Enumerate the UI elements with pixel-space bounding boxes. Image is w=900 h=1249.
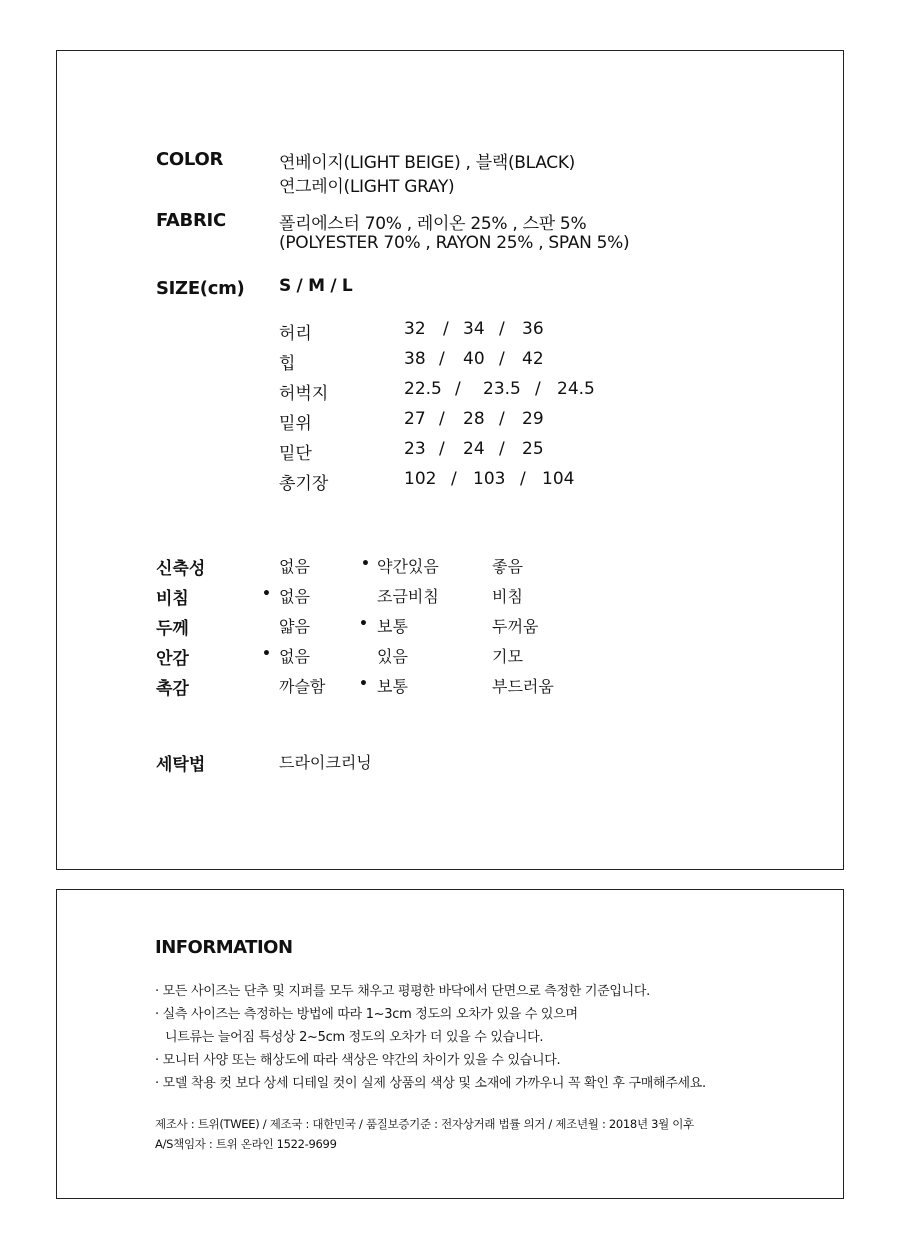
size-row-name: 총기장 — [279, 474, 329, 494]
size-row-name: 힙 — [279, 354, 296, 374]
attr-label-texture: 촉감 — [156, 679, 189, 699]
size-separator: / — [499, 439, 505, 459]
size-separator: / — [535, 379, 541, 399]
size-separator: / — [499, 349, 505, 369]
size-separator: / — [451, 469, 457, 489]
wash-value: 드라이크리닝 — [279, 753, 372, 772]
attr-option: 있음 — [377, 647, 408, 666]
selected-dot-icon: • — [262, 586, 271, 602]
size-value-l: 29 — [522, 409, 544, 429]
size-value-s: 32 — [404, 319, 426, 339]
size-value-l: 42 — [522, 349, 544, 369]
size-value-m: 34 — [463, 319, 485, 339]
size-value-m: 23.5 — [483, 379, 521, 399]
selected-dot-icon: • — [359, 616, 368, 632]
color-label: COLOR — [156, 149, 224, 170]
attr-option: 두꺼움 — [492, 617, 539, 636]
size-options: S / M / L — [279, 276, 353, 296]
size-value-s: 27 — [404, 409, 426, 429]
attr-option: 없음 — [279, 557, 310, 576]
info-note: 니트류는 늘어짐 특성상 2~5cm 정도의 오차가 더 있을 수 있습니다. — [165, 1030, 544, 1045]
info-note: · 모니터 사양 또는 해상도에 따라 색상은 약간의 차이가 있을 수 있습니다. — [155, 1053, 561, 1068]
color-value-line1: 연베이지(LIGHT BEIGE) , 블랙(BLACK) — [279, 153, 576, 173]
attr-option: 까슬함 — [279, 677, 326, 696]
attr-label-lining: 안감 — [156, 649, 189, 669]
size-value-s: 38 — [404, 349, 426, 369]
size-separator: / — [439, 439, 445, 459]
wash-label: 세탁법 — [156, 755, 206, 775]
size-row-name: 밑위 — [279, 414, 312, 434]
selected-dot-icon: • — [262, 646, 271, 662]
attr-label-stretch: 신축성 — [156, 559, 206, 579]
info-note: · 모든 사이즈는 단추 및 지퍼를 모두 채우고 평평한 바닥에서 단면으로 측정한 기준입니다. — [155, 984, 650, 999]
manufacturer-info: 제조사 : 트위(TWEE) / 제조국 : 대한민국 / 품질보증기준 : 전자상거래 법률 의거 / 제조년월 : 2018년 3월 이후 — [155, 1117, 694, 1131]
attr-option: 부드러움 — [492, 677, 554, 696]
size-value-m: 28 — [463, 409, 485, 429]
info-note: · 실측 사이즈는 측정하는 방법에 따라 1~3cm 정도의 오차가 있을 수 있으며 — [155, 1007, 578, 1022]
attr-option-selected: 보통 — [377, 617, 408, 636]
size-value-s: 23 — [404, 439, 426, 459]
attr-label-thickness: 두께 — [156, 619, 189, 639]
size-value-m: 24 — [463, 439, 485, 459]
attr-option: 기모 — [492, 647, 523, 666]
size-value-l: 24.5 — [557, 379, 595, 399]
selected-dot-icon: • — [361, 556, 370, 572]
size-value-s: 102 — [404, 469, 437, 489]
attr-option: 좋음 — [492, 557, 523, 576]
size-value-l: 104 — [542, 469, 575, 489]
as-contact-info: A/S책임자 : 트위 온라인 1522-9699 — [155, 1137, 337, 1151]
size-separator: / — [499, 319, 505, 339]
size-separator: / — [443, 319, 449, 339]
selected-dot-icon: • — [359, 676, 368, 692]
attr-option-selected: 보통 — [377, 677, 408, 696]
size-value-m: 40 — [463, 349, 485, 369]
size-value-s: 22.5 — [404, 379, 442, 399]
size-value-l: 36 — [522, 319, 544, 339]
info-note: · 모델 착용 컷 보다 상세 디테일 컷이 실제 상품의 색상 및 소재에 가까우니 꼭 확인 후 구매해주세요. — [155, 1076, 706, 1091]
fabric-value-line2: (POLYESTER 70% , RAYON 25% , SPAN 5%) — [279, 233, 630, 253]
size-separator: / — [439, 349, 445, 369]
attr-option-selected: 약간있음 — [377, 557, 439, 576]
size-value-m: 103 — [473, 469, 506, 489]
size-row-name: 밑단 — [279, 444, 312, 464]
size-separator: / — [520, 469, 526, 489]
attr-option-selected: 없음 — [279, 647, 310, 666]
size-separator: / — [455, 379, 461, 399]
attr-option: 조금비침 — [377, 587, 439, 606]
size-row-name: 허리 — [279, 324, 312, 344]
size-separator: / — [499, 409, 505, 429]
attr-option: 얇음 — [279, 617, 310, 636]
attr-option-selected: 없음 — [279, 587, 310, 606]
size-value-l: 25 — [522, 439, 544, 459]
size-row-name: 허벅지 — [279, 384, 329, 404]
information-title: INFORMATION — [155, 937, 293, 958]
attr-option: 비침 — [492, 587, 523, 606]
fabric-value-line1: 폴리에스터 70% , 레이온 25% , 스판 5% — [279, 214, 587, 234]
attr-label-sheer: 비침 — [156, 589, 189, 609]
size-separator: / — [439, 409, 445, 429]
size-label: SIZE(cm) — [156, 278, 245, 299]
color-value-line2: 연그레이(LIGHT GRAY) — [279, 177, 455, 197]
fabric-label: FABRIC — [156, 210, 226, 231]
